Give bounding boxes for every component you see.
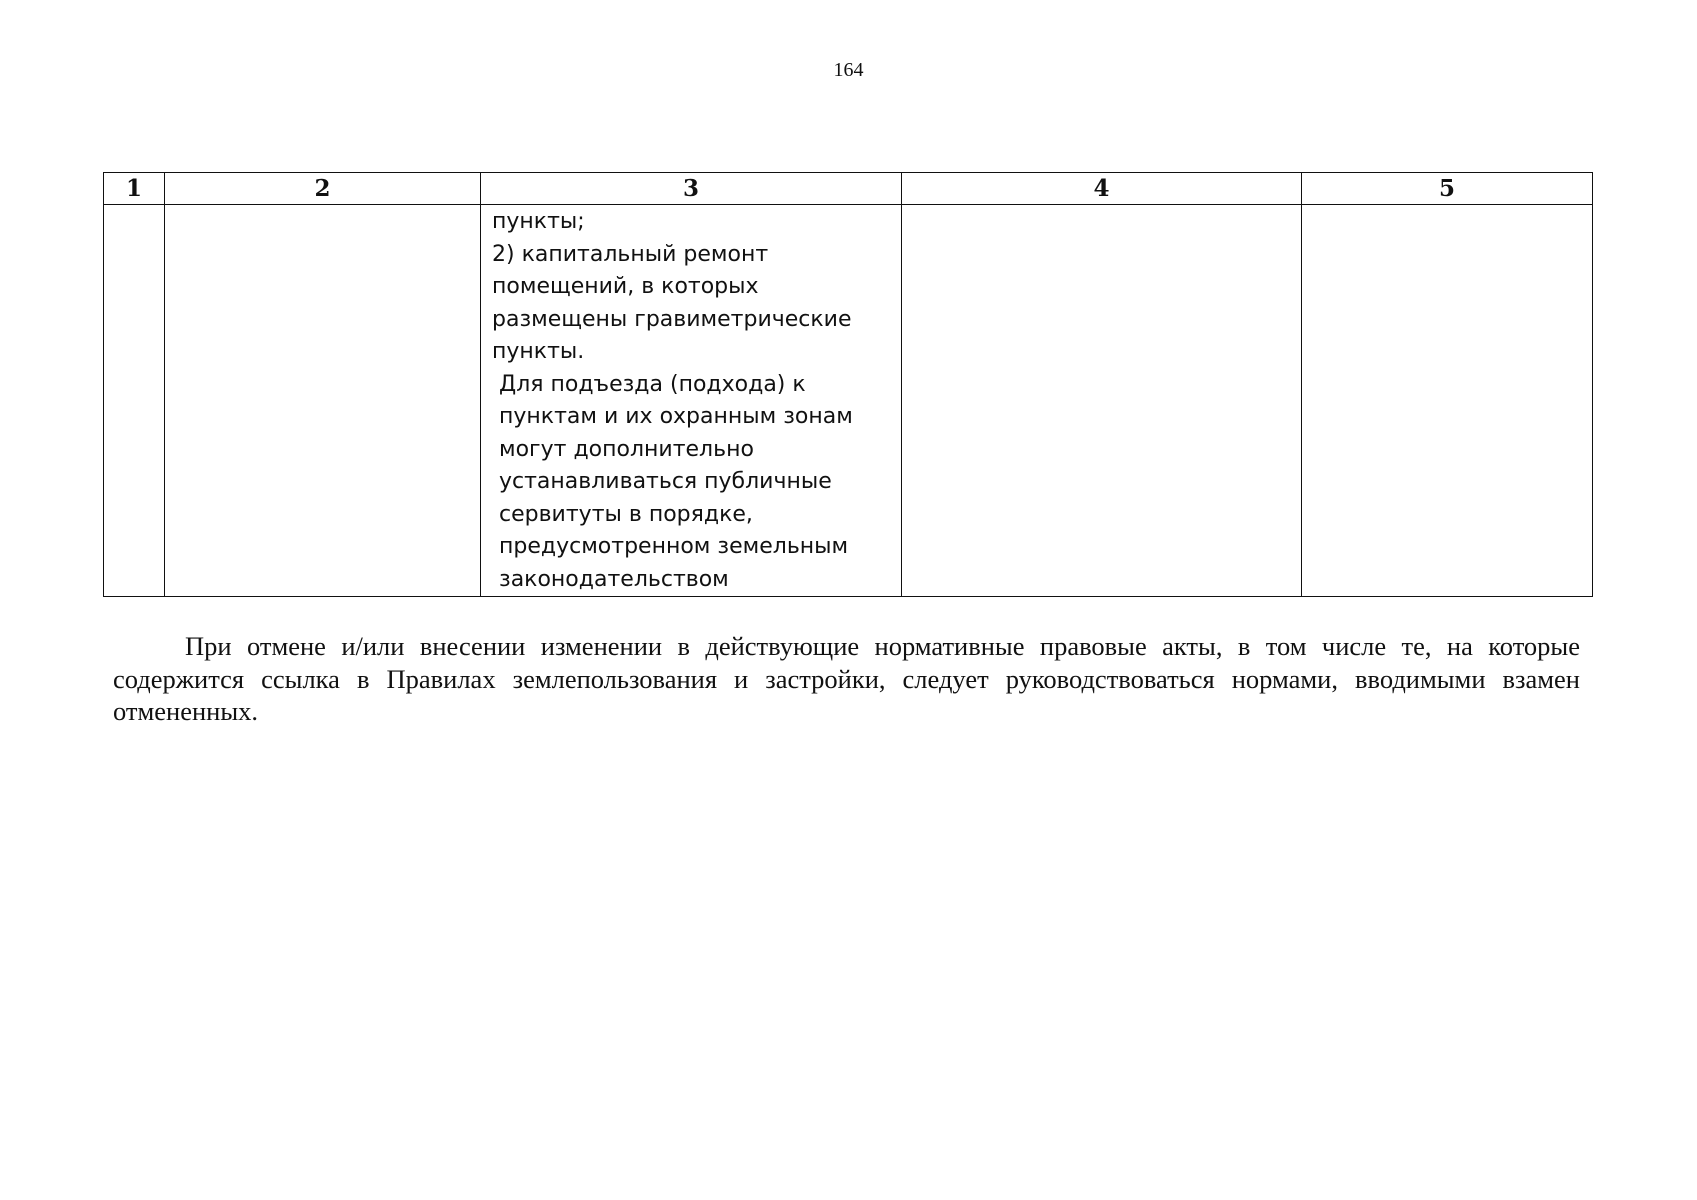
regulations-table xyxy=(103,172,1593,597)
table-cell-col-5 xyxy=(1302,205,1593,597)
cell-text-line: помещений, в которых xyxy=(492,274,759,299)
table-cell-col-4 xyxy=(902,205,1302,597)
note-line: отмененных. xyxy=(113,696,258,726)
cell-text-line: устанавливаться публичные xyxy=(499,469,832,494)
note-line: содержится ссылка в Правилах землепользования и застройки, следует руководствоваться нормами, вводимыми взамен xyxy=(113,663,1580,694)
note-line: При отмене и/или внесении изменении в действующие нормативные правовые акты, в том числе те, на которые xyxy=(185,631,1580,661)
table-cell-col-1 xyxy=(104,205,165,597)
cell-text-line: Для подъезда (подхода) к xyxy=(499,371,806,397)
table-header-col-4: 4 xyxy=(902,173,1302,205)
cell-text-line: законодательством xyxy=(499,566,729,592)
cell-text-block xyxy=(481,205,901,596)
cell-text-line: пунктам и их охранным зонам xyxy=(499,404,853,429)
cell-text-line: сервитуты в порядке, xyxy=(499,501,753,527)
cell-text-line: пункты; xyxy=(492,209,585,234)
cell-text-line: 2) капитальный ремонт xyxy=(492,241,769,267)
note-paragraph xyxy=(113,630,1580,728)
page-number: 164 xyxy=(833,59,864,81)
cell-text-line: пункты. xyxy=(492,339,585,364)
cell-text-line: могут дополнительно xyxy=(499,436,754,462)
table-header-col-5: 5 xyxy=(1302,173,1593,205)
table-cell-col-3 xyxy=(481,205,902,597)
table-header-col-3: 3 xyxy=(481,173,902,205)
table-header-row xyxy=(104,173,1593,205)
cell-text-line: предусмотренном земельным xyxy=(499,534,849,559)
cell-text-line: размещены гравиметрические xyxy=(492,306,852,332)
table-row xyxy=(104,205,1593,597)
table-header-col-2: 2 xyxy=(165,173,481,205)
table-cell-col-2 xyxy=(165,205,481,597)
table-header-col-1: 1 xyxy=(104,173,165,205)
